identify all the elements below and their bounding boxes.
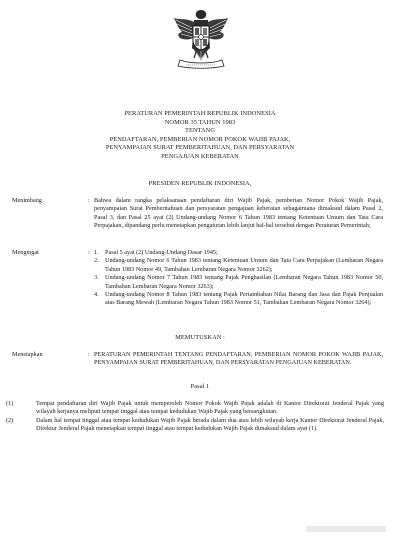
menimbang-text: Bahwa dalam rangka pelaksanaan pendaftaran diri Wajib Pajak, pemberian Nomor Pokok Wajib Pajak, penyampaian Surat Pemberitahuan dan persyaratan pengajuan keberatan sebagaimana dimaksud dalam Pasal 2, Pasal 3, dan Pasal 25 ayat (2) Undang-undang Nomor 6 Tahun 1983 tentang Ketentuan Umum dan Tata Cara Perpajakan, dipandang perlu menetapkan pengaturan lebih lanjut hal-hal tersebut dengan Peraturan Pemerintah; (94, 197, 383, 230)
list-item (94, 249, 383, 257)
pasal-item-number: (2) (6, 416, 14, 424)
pasal-1-title: Pasal 1 (190, 383, 210, 390)
menimbang-colon: : (88, 197, 90, 204)
menimbang-label: Menimbang (12, 197, 42, 204)
list-item (94, 257, 383, 274)
list-item (94, 291, 383, 308)
president-line: PRESIDEN REPUBLIK INDONESIA, (148, 180, 252, 187)
list-item (94, 274, 383, 291)
list-item-text: Undang-undang Nomor 8 Tahun 1983 tentang Pajak Pertambahan Nilai Barang dan Jasa dan Pajak Penjualan atas Barang Mewah (Lembaran Negara Tahun 1983 Nomor 51, Tambahan Lembaran Negara Nomor 3264); (105, 291, 383, 307)
list-item-number: 1. (94, 249, 99, 256)
list-item-number: 3. (94, 274, 99, 282)
pasal-item-text: Tempat pendaftaran diri Wajib Pajak untuk memperoleh Nomor Pokok Wajib Pajak adalah di Kantor Direktorat Jenderal Pajak yang wilayah kerjanya meliputi tempat tinggal atau tempat kedudukan Wajib Pajak yang bersangkutan. (36, 400, 384, 416)
list-item-text: Pasal 5 ayat (2) Undang-Undang Dasar 1945; (105, 249, 218, 256)
garuda-emblem-icon (172, 8, 230, 72)
list-item-text: Undang-undang Nomor 6 Tahun 1983 tentang Ketentuan Umum dan Tata Cara Perpajakan (Lembaran Negara Tahun 1983 Nomor 49, Tambahan Lembaran Negara Nomor 3262); (105, 257, 383, 273)
header-line-tentang: TENTANG (184, 127, 215, 135)
header-line-title: PERATURAN PEMERINTAH REPUBLIK INDONESIA (124, 110, 276, 117)
header-line-number: NOMOR 35 TAHUN 1983 (164, 118, 236, 126)
menetapkan-label: Menetapkan (12, 351, 43, 358)
list-item-text: Undang-undang Nomor 7 Tahun 1983 tentang Pajak Penghasilan (Lembaran Negara Tahun 1983 Nomor 50, Tambahan Lembaran Negara Nomor 3263); (105, 274, 383, 290)
menetapkan-text: PERATURAN PEMERINTAH TENTANG PENDAFTARAN, PEMBERIAN NOMOR POKOK WAJIB PAJAK, PENYAMPAIAN SURAT PEMBERITAHUAN, DAN PERSYARATAN PENGAJUAN KEBERATAN. (94, 351, 383, 367)
pasal-item (6, 400, 384, 417)
mengingat-label: Mengingat (12, 249, 39, 256)
pasal-item-text: Dalam hal tempat tinggal atau tempat kedudukan Wajib Pajak berada dalam dua atau lebih wilayah kerja Kantor Direktorat Jenderal Pajak, Direktur Jenderal Pajak menetapkan tempat tinggal atau tempat kedudukan Wajib Pajak dimaksud dalam ayat (1). (36, 416, 384, 433)
mengingat-colon: : (88, 249, 90, 256)
memutuskan-heading: MEMUTUSKAN : (175, 334, 225, 341)
mengingat-list-wrap (94, 249, 383, 308)
list-item-number: 2. (94, 257, 99, 265)
pasal-item (6, 417, 384, 434)
faint-watermark (306, 526, 386, 532)
document-header (40, 110, 360, 162)
header-line-subject-2: PENYAMPAIAN SURAT PEMBERITAHUAN, DAN PERSYARATAN (105, 144, 295, 152)
header-line-subject-1: PENDAFTARAN, PEMBERIAN NOMOR POKOK WAJIB PAJAK, (109, 135, 291, 143)
header-line-subject-3: PENGAJUAN KEBERATAN (161, 152, 239, 160)
list-item-number: 4. (94, 291, 99, 299)
mengingat-list (94, 249, 383, 308)
menetapkan-colon: : (88, 351, 90, 358)
pasal-item-number: (1) (6, 400, 14, 407)
pasal-1-items (6, 400, 384, 434)
